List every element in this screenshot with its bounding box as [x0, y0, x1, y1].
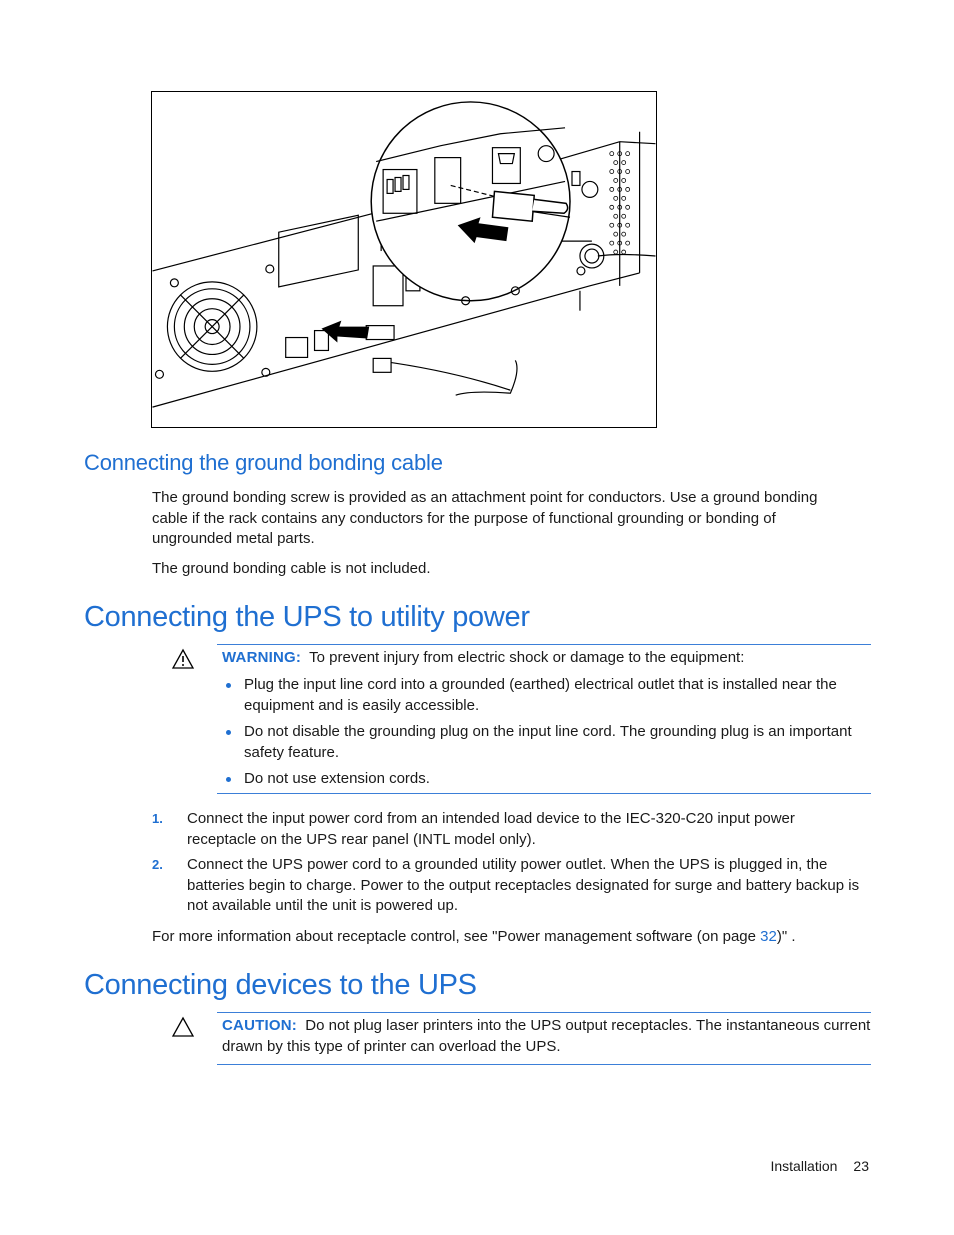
more-info-paragraph — [152, 927, 852, 948]
more-info-text: For more information about receptacle control, see "Power management software (on page — [152, 928, 761, 945]
caution-note — [222, 1016, 872, 1057]
caution-bottom-rule — [217, 1064, 871, 1065]
section-heading-ground-bonding: Connecting the ground bonding cable — [84, 450, 443, 475]
step-item — [152, 855, 862, 917]
ups-rear-panel-illustration — [152, 92, 656, 427]
caution-triangle-icon — [171, 1016, 195, 1038]
warning-triangle-icon — [171, 648, 195, 670]
page-link[interactable]: 32 — [760, 928, 777, 945]
more-info-tail: )" . — [776, 928, 796, 945]
caution-label: CAUTION: — [222, 1017, 297, 1034]
warning-note — [222, 648, 872, 669]
warning-text: To prevent injury from electric shock or damage to the equipment: — [309, 649, 745, 666]
warning-bottom-rule — [217, 793, 871, 794]
warning-label: WARNING: — [222, 649, 302, 666]
caution-text: Do not plug laser printers into the UPS output receptacles. The instantaneous current drawn by this type of printer can overload the UPS. — [222, 1017, 871, 1055]
caution-top-rule — [217, 1012, 871, 1013]
step-number: 2. — [152, 857, 163, 872]
ground-bonding-not-included: The ground bonding cable is not included. — [152, 560, 431, 577]
list-item: Do not disable the grounding plug on the input line cord. The grounding plug is an important safety feature. — [222, 722, 862, 763]
footer-section: Installation — [770, 1158, 838, 1174]
step-item — [152, 809, 862, 850]
section-heading-utility-power: Connecting the UPS to utility power — [84, 601, 530, 633]
page-footer — [770, 1158, 869, 1174]
section-heading-connecting-devices: Connecting devices to the UPS — [84, 969, 477, 1001]
ups-connection-figure — [151, 91, 657, 428]
step-text: Connect the UPS power cord to a grounded utility power outlet. When the UPS is plugged in, the batteries begin to charge. Power to the output receptacles designated for surge and battery backup is not available until the unit is powered up. — [187, 856, 860, 914]
step-text: Connect the input power cord from an intended load device to the IEC-320-C20 input power receptacle on the UPS rear panel (INTL model only). — [187, 810, 795, 848]
warning-top-rule — [217, 644, 871, 645]
step-number: 1. — [152, 811, 163, 826]
ground-bonding-paragraph: The ground bonding screw is provided as an attachment point for conductors. Use a ground bonding cable if the rack contains any conductors for the purpose of functional grounding or bonding of ungrounded metal parts. — [152, 489, 818, 547]
page-number: 23 — [853, 1158, 869, 1174]
warning-bullet-list — [222, 675, 862, 796]
procedure-steps — [152, 809, 862, 922]
list-item: Do not use extension cords. — [222, 769, 862, 790]
list-item: Plug the input line cord into a grounded (earthed) electrical outlet that is installed near the equipment and is easily accessible. — [222, 675, 862, 716]
